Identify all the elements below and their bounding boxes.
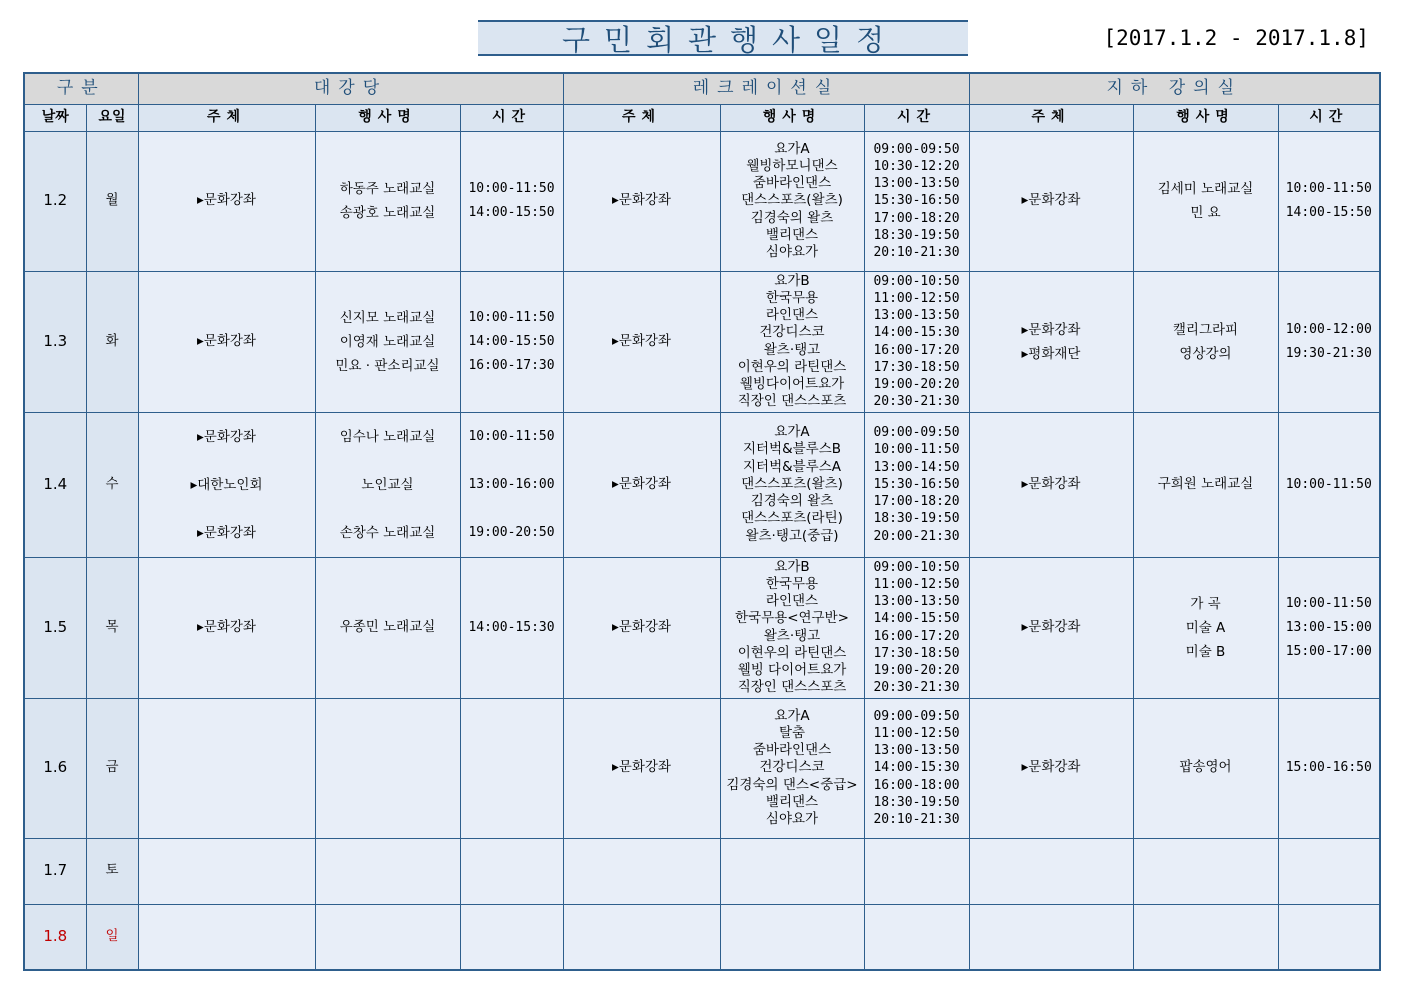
rec-event-line: 왈츠·탱고 xyxy=(763,627,821,644)
rec-event-line: 탈춤 xyxy=(778,724,806,741)
rec-event-line: 건강디스코 xyxy=(759,759,825,776)
base-event-cell xyxy=(1133,271,1278,412)
hall-time-cell xyxy=(460,557,563,698)
base-host-line: ▸문화강좌 xyxy=(1021,192,1081,209)
rec-host-line: ▸문화강좌 xyxy=(612,759,671,776)
rec-time-line: 11:00-12:50 xyxy=(873,290,960,306)
rec-event-line: 라인댄스 xyxy=(765,307,819,324)
base-event-line: 캘리그라피 xyxy=(1172,321,1239,338)
header-row-sections xyxy=(24,73,1380,104)
rec-time-line: 13:00-14:50 xyxy=(873,459,960,475)
base-event-cell xyxy=(1133,412,1278,557)
hall-time-line: 10:00-11:50 xyxy=(468,309,555,325)
base-host-cell xyxy=(969,698,1133,838)
base-host-cell xyxy=(969,838,1133,904)
schedule-row xyxy=(24,698,1380,838)
rec-event-line: 요가A xyxy=(774,707,810,724)
base-time-cell xyxy=(1278,698,1380,838)
hall-time-line: 13:00-16:00 xyxy=(468,476,555,492)
rec-time-line: 18:30-19:50 xyxy=(873,794,960,810)
schedule-row xyxy=(24,904,1380,970)
hall-time-cell xyxy=(460,698,563,838)
header-rec-time: 시간 xyxy=(864,104,969,131)
base-event-cell xyxy=(1133,904,1278,970)
base-time-line: 15:00-17:00 xyxy=(1285,643,1372,659)
hall-host-line: ▸대한노인회 xyxy=(190,476,263,493)
header-date: 날짜 xyxy=(24,104,86,131)
hall-event-line: 하동주 노래교실 xyxy=(339,181,436,197)
rec-time-line: 17:30-18:50 xyxy=(873,359,960,375)
base-time-line: 15:00-16:50 xyxy=(1285,760,1372,776)
schedule-row xyxy=(24,557,1380,698)
rec-host-cell xyxy=(563,412,720,557)
rec-event-line: 왈츠·탱고(중급) xyxy=(745,527,839,544)
base-event-line: 김세미 노래교실 xyxy=(1157,181,1254,197)
rec-event-line: 심야요가 xyxy=(765,244,819,260)
header-base-event: 행사명 xyxy=(1133,104,1278,131)
rec-event-line: 이현우의 라틴댄스 xyxy=(737,358,847,375)
rec-time-line: 13:00-13:50 xyxy=(873,176,960,192)
rec-event-line: 왈츠·탱고 xyxy=(763,341,821,358)
base-event-cell xyxy=(1133,838,1278,904)
rec-event-line: 밸리댄스 xyxy=(765,226,819,243)
rec-event-line: 직장인 댄스스포츠 xyxy=(737,679,847,696)
date-cell: 1.6 xyxy=(24,698,86,838)
base-host-line: ▸평화재단 xyxy=(1021,345,1081,362)
page-title: 구민회관행사일정 xyxy=(561,22,899,57)
base-host-line: ▸문화강좌 xyxy=(1021,475,1081,492)
base-host-line: ▸문화강좌 xyxy=(1021,759,1081,776)
base-time-line: 13:00-15:00 xyxy=(1285,619,1372,635)
rec-event-line: 줌바라인댄스 xyxy=(752,742,832,759)
hall-host-line: ▸문화강좌 xyxy=(197,332,256,349)
base-event-line: 미술 A xyxy=(1185,619,1226,636)
rec-time-line: 09:00-10:50 xyxy=(873,273,960,289)
rec-host-cell xyxy=(563,271,720,412)
rec-event-line: 댄스스포츠(왈츠) xyxy=(741,192,843,209)
rec-time-line: 17:30-18:50 xyxy=(873,645,960,661)
base-event-line: 팝송영어 xyxy=(1179,759,1232,776)
base-host-cell xyxy=(969,412,1133,557)
rec-time-line: 09:00-09:50 xyxy=(873,141,960,157)
rec-time-cell xyxy=(864,131,969,271)
rec-time-cell xyxy=(864,904,969,970)
rec-event-cell xyxy=(720,271,864,412)
rec-event-line: 댄스스포츠(라틴) xyxy=(741,510,843,527)
rec-event-cell xyxy=(720,698,864,838)
base-event-line: 미술 B xyxy=(1185,643,1226,660)
hall-time-cell xyxy=(460,838,563,904)
rec-event-line: 요가A xyxy=(774,140,810,157)
header-rec-event: 행사명 xyxy=(720,104,864,131)
rec-event-line: 건강디스코 xyxy=(759,324,825,341)
hall-event-line: 송광호 노래교실 xyxy=(339,205,436,221)
header-hall-host: 주체 xyxy=(138,104,315,131)
hall-host-cell xyxy=(138,698,315,838)
rec-event-line: 지터벅&블루스B xyxy=(742,441,842,458)
hall-event-cell xyxy=(315,557,460,698)
rec-event-line: 한국무용 xyxy=(765,575,819,592)
base-time-cell xyxy=(1278,412,1380,557)
rec-time-cell xyxy=(864,271,969,412)
base-time-cell xyxy=(1278,131,1380,271)
weekday-cell: 토 xyxy=(86,838,138,904)
base-time-line: 10:00-11:50 xyxy=(1285,476,1372,492)
rec-event-line: 김경숙의 왈츠 xyxy=(750,493,834,510)
rec-time-line: 20:30-21:30 xyxy=(873,394,960,410)
header-section-hall: 대강당 xyxy=(138,73,563,104)
hall-time-cell xyxy=(460,271,563,412)
base-event-line: 민 요 xyxy=(1190,205,1221,221)
base-event-cell xyxy=(1133,131,1278,271)
weekday-cell: 금 xyxy=(86,698,138,838)
hall-time-line: 14:00-15:30 xyxy=(468,619,555,635)
hall-host-line: ▸문화강좌 xyxy=(197,618,256,635)
rec-event-cell xyxy=(720,131,864,271)
header-base-time: 시간 xyxy=(1278,104,1380,131)
date-cell: 1.7 xyxy=(24,838,86,904)
rec-event-line: 직장인 댄스스포츠 xyxy=(737,393,847,410)
rec-time-line: 16:00-17:20 xyxy=(873,628,960,644)
hall-event-line: 신지모 노래교실 xyxy=(339,309,436,326)
header-section-rec: 레크레이션실 xyxy=(563,73,969,104)
schedule-row xyxy=(24,271,1380,412)
date-cell: 1.3 xyxy=(24,271,86,412)
hall-time-line: 16:00-17:30 xyxy=(468,357,555,373)
hall-host-line: ▸문화강좌 xyxy=(197,428,256,445)
header-hall-time: 시간 xyxy=(460,104,563,131)
rec-time-line: 17:00-18:20 xyxy=(873,494,960,510)
hall-event-line: 임수나 노래교실 xyxy=(339,428,436,445)
hall-host-cell xyxy=(138,131,315,271)
base-host-line: ▸문화강좌 xyxy=(1021,618,1081,635)
rec-time-line: 09:00-09:50 xyxy=(873,425,960,441)
hall-event-cell xyxy=(315,904,460,970)
header-rec-host: 주체 xyxy=(563,104,720,131)
base-host-cell xyxy=(969,904,1133,970)
date-cell: 1.4 xyxy=(24,412,86,557)
base-host-cell xyxy=(969,131,1133,271)
hall-host-cell xyxy=(138,557,315,698)
header-hall-event: 행사명 xyxy=(315,104,460,131)
rec-event-line: 한국무용<연구반> xyxy=(735,610,849,627)
rec-event-line: 이현우의 라틴댄스 xyxy=(737,644,847,661)
hall-event-cell xyxy=(315,698,460,838)
hall-event-line: 손창수 노래교실 xyxy=(339,524,436,541)
hall-host-line: ▸문화강좌 xyxy=(197,524,256,541)
rec-time-line: 11:00-12:50 xyxy=(873,725,960,741)
rec-event-line: 김경숙의 댄스<중급> xyxy=(726,776,858,793)
hall-time-line: 14:00-15:50 xyxy=(468,333,555,349)
hall-time-line: 10:00-11:50 xyxy=(468,428,555,444)
rec-host-line: ▸문화강좌 xyxy=(612,618,671,635)
rec-time-line: 19:00-20:20 xyxy=(873,662,960,678)
rec-time-cell xyxy=(864,557,969,698)
date-range: [2017.1.2 - 2017.1.8] xyxy=(1103,26,1369,50)
rec-time-cell xyxy=(864,412,969,557)
rec-event-line: 밸리댄스 xyxy=(765,793,819,810)
hall-time-line: 19:00-20:50 xyxy=(468,524,555,540)
hall-event-line: 이영재 노래교실 xyxy=(339,333,436,350)
header-base-host: 주체 xyxy=(969,104,1133,131)
base-event-cell xyxy=(1133,557,1278,698)
rec-time-line: 14:00-15:30 xyxy=(873,325,960,341)
hall-event-cell xyxy=(315,131,460,271)
rec-time-line: 20:10-21:30 xyxy=(873,245,960,260)
base-time-cell xyxy=(1278,904,1380,970)
rec-host-line: ▸문화강좌 xyxy=(612,192,671,209)
rec-time-line: 14:00-15:30 xyxy=(873,760,960,776)
rec-host-line: ▸문화강좌 xyxy=(612,332,671,349)
rec-time-line: 15:30-16:50 xyxy=(873,193,960,209)
rec-time-line: 13:00-13:50 xyxy=(873,594,960,610)
rec-time-line: 10:00-11:50 xyxy=(873,442,960,458)
rec-event-line: 한국무용 xyxy=(765,289,819,306)
base-time-line: 10:00-11:50 xyxy=(1285,595,1372,611)
base-time-line: 19:30-21:30 xyxy=(1285,345,1372,361)
date-cell: 1.8 xyxy=(24,904,86,970)
rec-event-cell xyxy=(720,412,864,557)
rec-host-line: ▸문화강좌 xyxy=(612,475,671,492)
rec-host-cell xyxy=(563,698,720,838)
hall-host-line: ▸문화강좌 xyxy=(197,192,256,209)
header-row-columns xyxy=(24,104,1380,131)
rec-event-line: 줌바라인댄스 xyxy=(752,175,832,192)
base-event-line: 영상강의 xyxy=(1179,345,1232,362)
weekday-cell: 화 xyxy=(86,271,138,412)
base-time-line: 10:00-11:50 xyxy=(1285,181,1372,196)
rec-time-line: 18:30-19:50 xyxy=(873,227,960,243)
rec-time-line: 14:00-15:50 xyxy=(873,611,960,627)
hall-host-cell xyxy=(138,838,315,904)
rec-host-cell xyxy=(563,904,720,970)
hall-time-cell xyxy=(460,904,563,970)
base-host-cell xyxy=(969,557,1133,698)
rec-time-line: 15:30-16:50 xyxy=(873,476,960,492)
rec-time-line: 09:00-09:50 xyxy=(873,708,960,724)
hall-event-cell xyxy=(315,412,460,557)
hall-host-cell xyxy=(138,904,315,970)
rec-time-cell xyxy=(864,838,969,904)
hall-time-line: 10:00-11:50 xyxy=(468,181,555,196)
hall-event-line: 우종민 노래교실 xyxy=(339,618,436,635)
weekday-cell: 일 xyxy=(86,904,138,970)
rec-event-line: 웰빙 다이어트요가 xyxy=(737,661,847,678)
date-cell: 1.5 xyxy=(24,557,86,698)
base-time-cell xyxy=(1278,271,1380,412)
base-time-line: 10:00-12:00 xyxy=(1285,321,1372,337)
hall-event-line: 노인교실 xyxy=(361,476,414,493)
hall-time-cell xyxy=(460,412,563,557)
rec-event-cell xyxy=(720,838,864,904)
header-weekday: 요일 xyxy=(86,104,138,131)
hall-host-cell xyxy=(138,412,315,557)
rec-time-line: 18:30-19:50 xyxy=(873,511,960,527)
base-host-line: ▸문화강좌 xyxy=(1021,321,1081,338)
rec-event-cell xyxy=(720,904,864,970)
rec-event-line: 지터벅&블루스A xyxy=(742,458,841,475)
rec-event-line: 댄스스포츠(왈츠) xyxy=(741,475,843,492)
weekday-cell: 목 xyxy=(86,557,138,698)
base-event-cell xyxy=(1133,698,1278,838)
rec-host-cell xyxy=(563,557,720,698)
schedule-row xyxy=(24,131,1380,271)
base-time-line: 14:00-15:50 xyxy=(1285,205,1372,220)
weekday-cell: 월 xyxy=(86,131,138,271)
header-gubun: 구분 xyxy=(24,73,138,104)
hall-host-cell xyxy=(138,271,315,412)
rec-event-line: 요가A xyxy=(774,424,810,441)
weekday-cell: 수 xyxy=(86,412,138,557)
rec-event-line: 웰빙하모니댄스 xyxy=(746,157,838,174)
date-cell: 1.2 xyxy=(24,131,86,271)
rec-time-line: 11:00-12:50 xyxy=(873,576,960,592)
rec-event-line: 요가B xyxy=(774,272,810,289)
base-event-line: 구희원 노래교실 xyxy=(1157,475,1254,492)
rec-time-line: 20:30-21:30 xyxy=(873,680,960,696)
rec-time-line: 16:00-18:00 xyxy=(873,777,960,793)
base-time-cell xyxy=(1278,838,1380,904)
schedule-row xyxy=(24,412,1380,557)
rec-time-line: 13:00-13:50 xyxy=(873,308,960,324)
rec-event-cell xyxy=(720,557,864,698)
rec-time-line: 09:00-10:50 xyxy=(873,559,960,575)
rec-time-line: 20:10-21:30 xyxy=(873,812,960,827)
schedule-table xyxy=(23,72,1381,971)
base-time-cell xyxy=(1278,557,1380,698)
rec-time-line: 13:00-13:50 xyxy=(873,743,960,759)
rec-event-line: 웰빙다이어트요가 xyxy=(739,375,845,392)
hall-event-cell xyxy=(315,838,460,904)
rec-event-line: 요가B xyxy=(774,558,810,575)
hall-event-line: 민요 · 판소리교실 xyxy=(335,357,440,374)
rec-time-line: 19:00-20:20 xyxy=(873,376,960,392)
hall-time-cell xyxy=(460,131,563,271)
rec-time-cell xyxy=(864,698,969,838)
rec-event-line: 라인댄스 xyxy=(765,593,819,610)
title-box xyxy=(478,20,968,56)
hall-event-cell xyxy=(315,271,460,412)
rec-time-line: 10:30-12:20 xyxy=(873,158,960,174)
schedule-row xyxy=(24,838,1380,904)
rec-time-line: 16:00-17:20 xyxy=(873,342,960,358)
hall-time-line: 14:00-15:50 xyxy=(468,205,555,220)
rec-event-line: 김경숙의 왈츠 xyxy=(750,209,834,226)
rec-event-line: 심야요가 xyxy=(765,811,819,827)
rec-host-cell xyxy=(563,131,720,271)
rec-host-cell xyxy=(563,838,720,904)
base-event-line: 가 곡 xyxy=(1190,595,1221,612)
rec-time-line: 20:00-21:30 xyxy=(873,528,960,544)
base-host-cell xyxy=(969,271,1133,412)
rec-time-line: 17:00-18:20 xyxy=(873,210,960,226)
header-section-basement: 지하 강의실 xyxy=(969,73,1380,104)
